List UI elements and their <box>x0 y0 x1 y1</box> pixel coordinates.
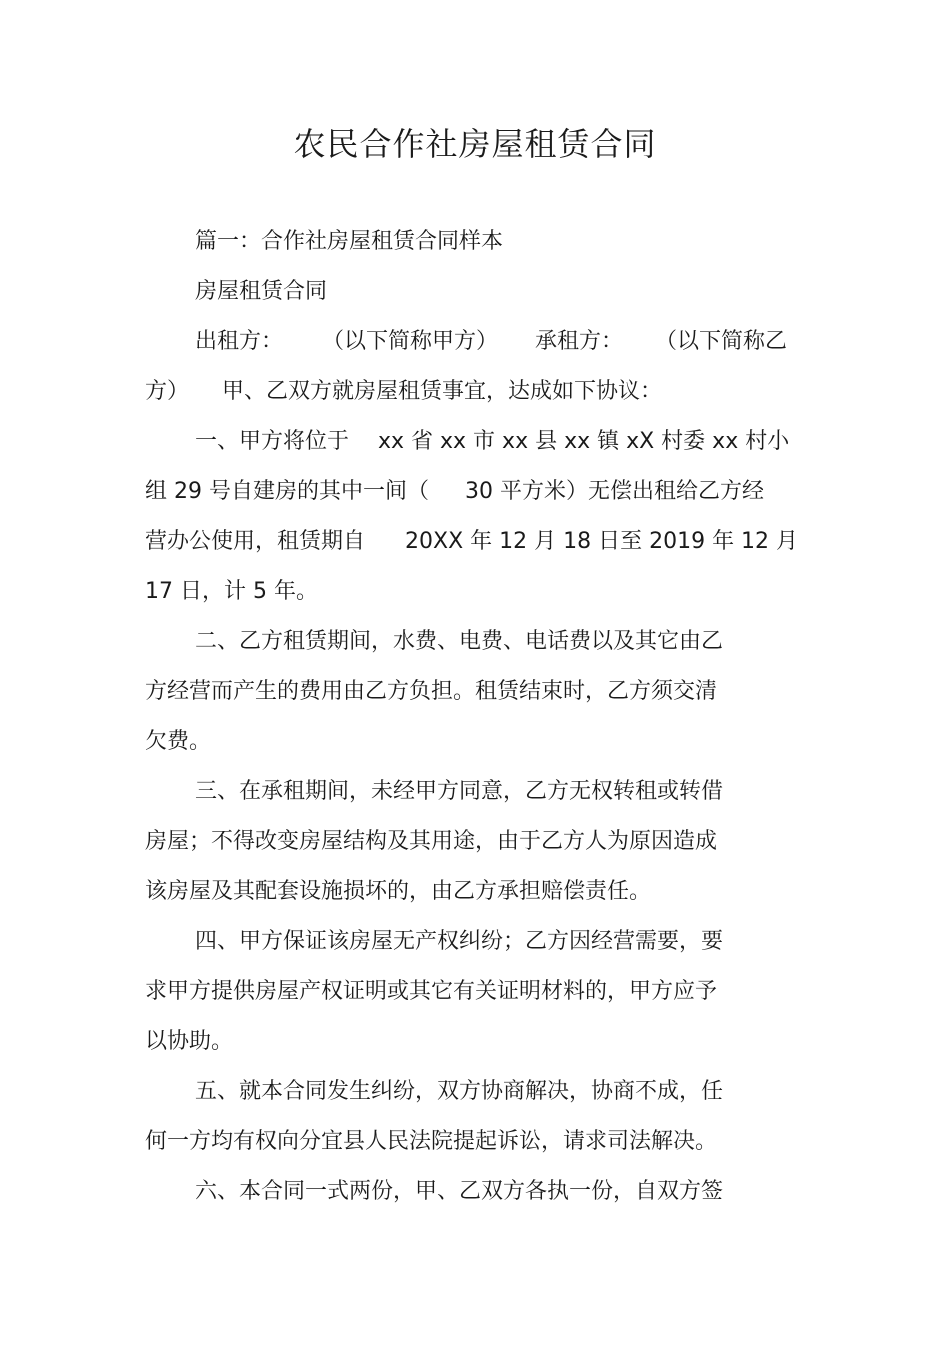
clause-2-line: 二、乙方租赁期间，水费、电费、电话费以及其它由乙 <box>195 629 724 654</box>
clause-1-start: 一、甲方将位于 <box>195 429 350 454</box>
clause-6-line: 六、本合同一式两份，甲、乙双方各执一份，自双方签 <box>195 1179 724 1204</box>
clause-1-line: 营办公使用，租赁期自 <box>145 529 366 554</box>
clause-1-line: 17 日，计 5 年。 <box>145 579 318 604</box>
contract-subtitle: 房屋租赁合同 <box>195 279 328 304</box>
clause-4-line: 求甲方提供房屋产权证明或其它有关证明材料的，甲方应予 <box>145 979 718 1004</box>
lessor-label: 出租方： <box>195 329 284 354</box>
clause-3-line: 该房屋及其配套设施损坏的，由乙方承担赔偿责任。 <box>145 879 652 904</box>
section-heading: 篇一：合作社房屋租赁合同样本 <box>195 229 504 254</box>
clause-2-line: 方经营而产生的费用由乙方负担。租赁结束时，乙方须交清 <box>145 679 718 704</box>
lessee-label: 承租方： <box>535 329 624 354</box>
clause-1-line: 30 平方米）无偿出租给乙方经 <box>465 479 764 504</box>
clause-5-line: 何一方均有权向分宜县人民法院提起诉讼，请求司法解决。 <box>145 1129 718 1154</box>
clause-5-line: 五、就本合同发生纠纷，双方协商解决，协商不成，任 <box>195 1079 724 1104</box>
clause-3-line: 三、在承租期间，未经甲方同意，乙方无权转租或转借 <box>195 779 724 804</box>
lessee-note: （以下简称乙 <box>655 329 788 354</box>
lessee-note-end: 方） <box>145 379 190 404</box>
clause-1-line: 20XX 年 12 月 18 日至 2019 年 12 月 <box>405 529 799 554</box>
agreement-intro: 甲、乙双方就房屋租赁事宜，达成如下协议： <box>222 379 663 404</box>
clause-2-line: 欠费。 <box>145 729 212 754</box>
clause-4-line: 以协助。 <box>145 1029 234 1054</box>
clause-1-address: xx 省 xx 市 xx 县 xx 镇 xX 村委 xx 村小 <box>378 429 790 454</box>
clause-1-line: 组 29 号自建房的其中一间（ <box>145 479 429 504</box>
document-title: 农民合作社房屋租赁合同 <box>293 125 657 163</box>
lessor-note: （以下简称甲方） <box>322 329 499 354</box>
clause-4-line: 四、甲方保证该房屋无产权纠纷；乙方因经营需要，要 <box>195 929 724 954</box>
clause-3-line: 房屋；不得改变房屋结构及其用途，由于乙方人为原因造成 <box>145 829 718 854</box>
